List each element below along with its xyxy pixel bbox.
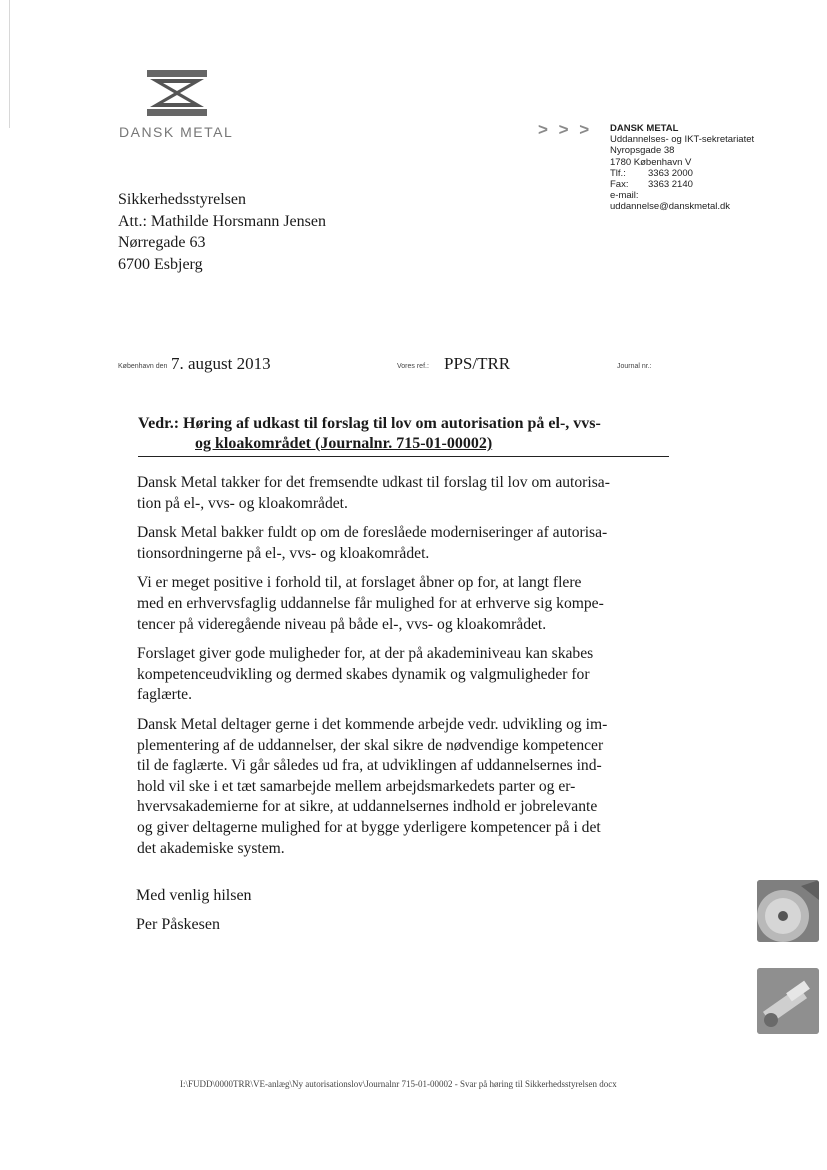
subject-line-2 bbox=[138, 434, 601, 454]
recipient-street: Nørregade 63 bbox=[118, 234, 206, 252]
date-label: København den bbox=[118, 363, 168, 370]
greeting: Med venlig hilsen bbox=[136, 887, 252, 904]
subject-text-2: og kloakområdet (Journalnr. 715-01-00002) bbox=[195, 435, 493, 452]
body-paragraph: Dansk Metal deltager gerne i det kommende arbejde vedr. udvikling og im- plementering af de uddannelser, der skal sikre de nødvendige kompetencer til de faglærte. Vi går således ud fra, at udviklingen af uddannelsernes ind- hold vil ske i et tæt samarbejde mellem arbejdsmarkedets parter og er- hvervsakademierne for at sikre, at uddannelsernes indhold er jobrelevante og giver deltagerne mulighed for at bygge yderligere kompetencer på i det det akademiske system. bbox=[137, 715, 608, 857]
body-paragraph: Dansk Metal takker for det fremsendte udkast til forslag til lov om autorisa- tion på el-, vvs- og kloakområdet. bbox=[137, 474, 610, 512]
recipient-address bbox=[118, 189, 326, 275]
sender-org: DANSK METAL bbox=[610, 123, 679, 134]
sender-address bbox=[610, 123, 754, 213]
tool-image-icon bbox=[757, 968, 819, 1034]
body-paragraph: Forslaget giver gode muligheder for, at der på akademiniveau kan skabes kompetenceudvikling og dermed skabes dynamik og valgmuligheder for faglærte. bbox=[137, 645, 594, 704]
subject-prefix: Vedr.: bbox=[138, 415, 180, 432]
subject bbox=[138, 414, 601, 454]
fax-number: 3363 2140 bbox=[648, 179, 693, 191]
journal-label: Journal nr.: bbox=[617, 363, 652, 370]
file-path-footer: I:\FUDD\0000TRR\VE-anlæg\Ny autorisationslov\Journalnr 715-01-00002 - Svar på høring til Sikkerhedsstyrelsen docx bbox=[180, 1079, 617, 1089]
signature: Per Påskesen bbox=[136, 916, 220, 933]
email-label: e-mail: bbox=[610, 190, 639, 202]
sender-street: Nyropsgade 38 bbox=[610, 145, 675, 157]
phone-number: 3363 2000 bbox=[648, 167, 693, 179]
arrows-icon: > > > bbox=[538, 120, 593, 139]
date-value: 7. august 2013 bbox=[171, 354, 271, 373]
phone-label: Tlf.: bbox=[610, 167, 626, 179]
ref-label: Vores ref.: bbox=[397, 363, 429, 370]
closing bbox=[136, 881, 252, 939]
dansk-metal-logo-icon bbox=[147, 70, 207, 116]
sender-department: Uddannelses- og IKT-sekretariatet bbox=[610, 134, 755, 146]
fax-label: Fax: bbox=[610, 179, 629, 191]
sender-fax-row bbox=[610, 179, 754, 190]
logo-wordmark: DANSK METAL bbox=[119, 124, 234, 140]
disc-image-icon bbox=[757, 880, 819, 942]
body-paragraph: Dansk Metal bakker fuldt op om de foreslåede moderniseringer af autorisa- tionsordningerne på el-, vvs- og kloakområdet. bbox=[137, 524, 608, 562]
recipient-att: Att.: Mathilde Horsmann Jensen bbox=[118, 212, 326, 230]
page-edge-line bbox=[9, 0, 10, 128]
subject-line-1 bbox=[138, 414, 601, 434]
recipient-name: Sikkerhedsstyrelsen bbox=[118, 191, 246, 208]
letter-body bbox=[137, 473, 670, 868]
email-address: uddannelse@danskmetal.dk bbox=[610, 201, 731, 213]
subject-rule bbox=[138, 456, 669, 457]
sender-phone-row bbox=[610, 168, 754, 179]
ref-value: PPS/TRR bbox=[444, 354, 511, 373]
sender-city: 1780 København V bbox=[610, 156, 692, 168]
subject-text-1: Høring af udkast til forslag til lov om autorisation på el-, vvs- bbox=[183, 415, 601, 432]
recipient-city: 6700 Esbjerg bbox=[118, 255, 203, 273]
body-paragraph: Vi er meget positive i forhold til, at forslaget åbner op for, at langt flere med en erhvervsfaglig uddannelse får mulighed for at erhverve sig kompe- tencer på videregående niveau på både el-, vvs- og kloakområdet. bbox=[137, 574, 604, 633]
